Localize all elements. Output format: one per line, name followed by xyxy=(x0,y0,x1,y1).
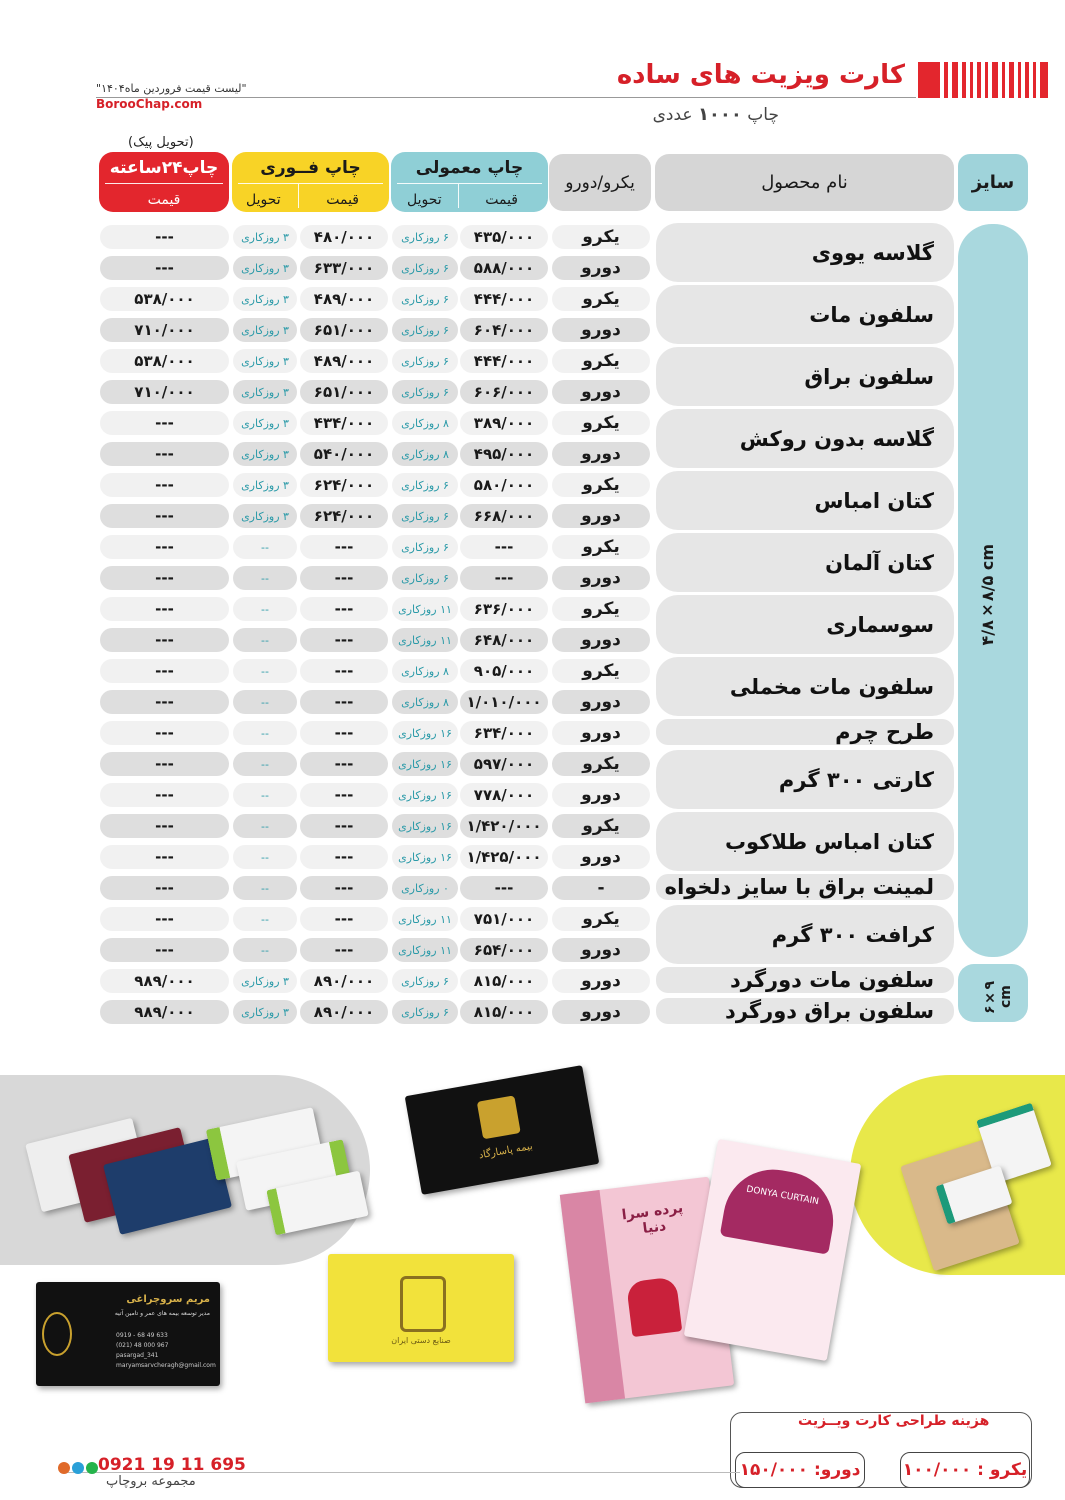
normal-price-cell: --- xyxy=(460,876,548,900)
fast-price-cell: --- xyxy=(300,566,388,590)
product-name: سلفون براق دورگرد xyxy=(656,998,954,1024)
fast-delivery-cell: -- xyxy=(233,721,297,745)
fast-price-cell: ۴۸۹/۰۰۰ xyxy=(300,287,388,311)
normal-delivery-cell: ۶ روزکاری xyxy=(392,256,458,280)
fast-delivery-label: تحویل xyxy=(246,192,281,208)
product-name: کتان امباس xyxy=(656,471,954,530)
h24-price-cell: --- xyxy=(100,473,229,497)
telegram-icon[interactable] xyxy=(72,1462,84,1474)
normal-delivery-cell: ۸ روزکاری xyxy=(392,690,458,714)
fast-price-cell: --- xyxy=(300,907,388,931)
fast-price-cell: ۶۵۱/۰۰۰ xyxy=(300,380,388,404)
header-24h-print xyxy=(99,152,229,212)
h24-price-cell: --- xyxy=(100,752,229,776)
whatsapp-icon[interactable] xyxy=(86,1462,98,1474)
side-cell: یکرو xyxy=(552,225,650,249)
h24-price-cell: --- xyxy=(100,938,229,962)
fast-price-cell: ۴۸۹/۰۰۰ xyxy=(300,349,388,373)
page-title: کارت ویزیت های ساده xyxy=(616,60,905,90)
h24-price-cell: --- xyxy=(100,411,229,435)
fast-delivery-cell: -- xyxy=(233,659,297,683)
fast-price-label: قیمت xyxy=(326,192,359,208)
design-double-price: دورو: ۱۵۰/۰۰۰ xyxy=(735,1452,865,1488)
fast-delivery-cell: ۳ روزکاری xyxy=(233,969,297,993)
normal-delivery-cell: ۶ روزکاری xyxy=(392,504,458,528)
black-card-label: بیمه پاسارگاد xyxy=(477,1141,534,1162)
h24-price-cell: --- xyxy=(100,690,229,714)
product-name: گلاسه یووی xyxy=(656,223,954,282)
product-name: سلفون مات دورگرد xyxy=(656,967,954,993)
product-name: کارتی ۳۰۰ گرم xyxy=(656,750,954,809)
side-cell: یکرو xyxy=(552,535,650,559)
h24-price-cell: --- xyxy=(100,535,229,559)
side-cell: دورو xyxy=(552,1000,650,1024)
fast-delivery-cell: ۳ روزکاری xyxy=(233,380,297,404)
fast-price-cell: --- xyxy=(300,628,388,652)
fast-delivery-cell: -- xyxy=(233,876,297,900)
h24-price-cell: --- xyxy=(100,783,229,807)
fast-delivery-cell: ۳ روزکاری xyxy=(233,504,297,528)
h24-price-cell: --- xyxy=(100,628,229,652)
normal-delivery-cell: ۶ روزکاری xyxy=(392,225,458,249)
fast-price-cell: ۸۹۰/۰۰۰ xyxy=(300,969,388,993)
side-cell: دورو xyxy=(552,845,650,869)
fast-price-cell: ۴۸۰/۰۰۰ xyxy=(300,225,388,249)
size-label-2: ۶×۹ cm xyxy=(982,980,1014,1014)
side-cell: یکرو xyxy=(552,752,650,776)
fast-price-cell: --- xyxy=(300,597,388,621)
h24-price-cell: --- xyxy=(100,814,229,838)
fast-print-title: چاپ فــوری xyxy=(260,158,361,178)
normal-price-cell: ۵۹۷/۰۰۰ xyxy=(460,752,548,776)
fast-delivery-cell: ۳ روزکاری xyxy=(233,287,297,311)
normal-delivery-cell: ۰ روزکاری xyxy=(392,876,458,900)
normal-delivery-cell: ۶ روزکاری xyxy=(392,535,458,559)
fast-delivery-cell: ۳ روزکاری xyxy=(233,349,297,373)
side-cell: یکرو xyxy=(552,411,650,435)
normal-delivery-cell: ۶ روزکاری xyxy=(392,1000,458,1024)
name-card-phone2: (021) 48 000 967 xyxy=(116,1342,169,1349)
side-cell: دورو xyxy=(552,690,650,714)
header-size: سایز xyxy=(958,154,1028,211)
normal-delivery-cell: ۱۱ روزکاری xyxy=(392,907,458,931)
product-name: کتان آلمان xyxy=(656,533,954,592)
header-product-name: نام محصول xyxy=(655,154,954,211)
fast-delivery-cell: -- xyxy=(233,566,297,590)
name-card-email: maryamsarvcheragh@gmail.com xyxy=(116,1362,216,1369)
header-fast-print xyxy=(232,152,389,212)
sample-card-black-gold xyxy=(405,1065,600,1195)
h24-price-cell: --- xyxy=(100,442,229,466)
fast-price-cell: ۶۳۳/۰۰۰ xyxy=(300,256,388,280)
side-cell: یکرو xyxy=(552,597,650,621)
normal-price-cell: ۴۴۴/۰۰۰ xyxy=(460,287,548,311)
normal-delivery-cell: ۸ روزکاری xyxy=(392,659,458,683)
fast-price-cell: --- xyxy=(300,721,388,745)
h24-price-cell: --- xyxy=(100,659,229,683)
header-side: یکرو/دورو xyxy=(549,154,651,211)
side-cell: یکرو xyxy=(552,473,650,497)
fast-delivery-cell: ۳ روزکاری xyxy=(233,473,297,497)
fast-delivery-cell: ۳ روزکاری xyxy=(233,411,297,435)
h24-price-cell: --- xyxy=(100,597,229,621)
product-name: سلفون براق xyxy=(656,347,954,406)
product-name: سوسماری xyxy=(656,595,954,654)
fast-price-cell: --- xyxy=(300,783,388,807)
normal-price-cell: ۷۷۸/۰۰۰ xyxy=(460,783,548,807)
page-subtitle: چاپ ۱۰۰۰ عددی xyxy=(652,104,779,125)
fast-price-cell: ۴۳۴/۰۰۰ xyxy=(300,411,388,435)
normal-price-label: قیمت xyxy=(485,192,518,208)
product-name: طرح چرم xyxy=(656,719,954,745)
pricelist-note: "لیست قیمت فروردین ماه۱۴۰۴" xyxy=(96,82,247,95)
product-name: لمینت براق با سایز دلخواه xyxy=(656,874,954,900)
normal-delivery-cell: ۱۶ روزکاری xyxy=(392,845,458,869)
normal-price-cell: ۹۰۵/۰۰۰ xyxy=(460,659,548,683)
normal-delivery-cell: ۶ روزکاری xyxy=(392,566,458,590)
side-cell: دورو xyxy=(552,628,650,652)
name-card-sun-icon xyxy=(42,1312,72,1356)
h24-price-cell: --- xyxy=(100,504,229,528)
fast-delivery-cell: -- xyxy=(233,535,297,559)
normal-delivery-cell: ۱۱ روزکاری xyxy=(392,938,458,962)
fast-price-cell: --- xyxy=(300,814,388,838)
normal-price-cell: ۴۳۵/۰۰۰ xyxy=(460,225,548,249)
normal-price-cell: --- xyxy=(460,566,548,590)
side-cell: دورو xyxy=(552,969,650,993)
normal-price-cell: ۱/۴۲۰/۰۰۰ xyxy=(460,814,548,838)
fast-delivery-cell: ۳ روزکاری xyxy=(233,225,297,249)
header-stripes xyxy=(918,62,1058,98)
fast-price-cell: --- xyxy=(300,845,388,869)
fast-price-cell: --- xyxy=(300,535,388,559)
side-cell: دورو xyxy=(552,504,650,528)
normal-delivery-cell: ۶ روزکاری xyxy=(392,287,458,311)
side-cell: دورو xyxy=(552,442,650,466)
normal-price-cell: ۳۸۹/۰۰۰ xyxy=(460,411,548,435)
name-card-phone1: 0919 - 68 49 633 xyxy=(116,1332,168,1339)
header-divider xyxy=(96,97,916,98)
h24-price-cell: --- xyxy=(100,566,229,590)
h24-price-label: قیمت xyxy=(147,192,181,208)
sample-card-curtain-2 xyxy=(684,1139,862,1361)
normal-delivery-cell: ۶ روزکاری xyxy=(392,969,458,993)
normal-price-cell: ۶۰۴/۰۰۰ xyxy=(460,318,548,342)
name-card-name: مریم سروچراغی xyxy=(126,1294,210,1305)
fast-delivery-cell: -- xyxy=(233,845,297,869)
h24-price-cell: ۹۸۹/۰۰۰ xyxy=(100,969,229,993)
h24-price-cell: ۵۳۸/۰۰۰ xyxy=(100,287,229,311)
normal-price-cell: --- xyxy=(460,535,548,559)
fast-price-cell: ۶۲۴/۰۰۰ xyxy=(300,504,388,528)
h24-price-cell: --- xyxy=(100,225,229,249)
normal-delivery-cell: ۶ روزکاری xyxy=(392,318,458,342)
curtain-drape xyxy=(560,1190,625,1403)
side-cell: دورو xyxy=(552,318,650,342)
side-cell: دورو xyxy=(552,938,650,962)
normal-delivery-cell: ۱۶ روزکاری xyxy=(392,814,458,838)
delivery-note: (تحویل پیک) xyxy=(128,135,194,150)
normal-delivery-cell: ۱۱ روزکاری xyxy=(392,597,458,621)
normal-price-cell: ۵۸۰/۰۰۰ xyxy=(460,473,548,497)
h24-price-cell: --- xyxy=(100,907,229,931)
normal-delivery-cell: ۸ روزکاری xyxy=(392,411,458,435)
normal-price-cell: ۶۵۴/۰۰۰ xyxy=(460,938,548,962)
instagram-icon[interactable] xyxy=(58,1462,70,1474)
normal-price-cell: ۸۱۵/۰۰۰ xyxy=(460,969,548,993)
fast-delivery-cell: ۳ روزکاری xyxy=(233,442,297,466)
normal-delivery-cell: ۱۶ روزکاری xyxy=(392,721,458,745)
fast-delivery-cell: -- xyxy=(233,783,297,807)
fast-price-cell: --- xyxy=(300,690,388,714)
product-name: گلاسه بدون روکش xyxy=(656,409,954,468)
normal-price-cell: ۶۶۸/۰۰۰ xyxy=(460,504,548,528)
normal-delivery-cell: ۸ روزکاری xyxy=(392,442,458,466)
normal-delivery-cell: ۱۱ روزکاری xyxy=(392,628,458,652)
design-single-price: یکرو : ۱۰۰/۰۰۰ xyxy=(900,1452,1030,1488)
product-name: کرافت ۳۰۰ گرم xyxy=(656,905,954,964)
normal-delivery-cell: ۱۶ روزکاری xyxy=(392,752,458,776)
design-cost-title: هزینه طراحی کارت ویــزیت xyxy=(790,1413,997,1429)
side-cell: یکرو xyxy=(552,659,650,683)
fast-price-cell: ۵۴۰/۰۰۰ xyxy=(300,442,388,466)
fast-delivery-cell: -- xyxy=(233,752,297,776)
normal-price-cell: ۸۱۵/۰۰۰ xyxy=(460,1000,548,1024)
fast-price-cell: ۶۵۱/۰۰۰ xyxy=(300,318,388,342)
normal-price-cell: ۶۳۴/۰۰۰ xyxy=(460,721,548,745)
fast-delivery-cell: -- xyxy=(233,597,297,621)
side-cell: یکرو xyxy=(552,287,650,311)
h24-price-cell: --- xyxy=(100,876,229,900)
curtain-card-brand: DONYA CURTAIN xyxy=(745,1184,820,1208)
fast-price-cell: --- xyxy=(300,938,388,962)
fast-delivery-cell: -- xyxy=(233,628,297,652)
h24-price-cell: ۹۸۹/۰۰۰ xyxy=(100,1000,229,1024)
sample-card-name xyxy=(36,1282,220,1386)
name-card-handle: pasargad_341 xyxy=(116,1352,159,1359)
product-name: سلفون مات مخملی xyxy=(656,657,954,716)
sample-card-yellow xyxy=(328,1254,514,1362)
side-cell: یکرو xyxy=(552,907,650,931)
normal-print-title: چاپ معمولی xyxy=(415,158,524,178)
website-link[interactable]: BorooChap.com xyxy=(96,97,203,111)
curtain-card-title: پرده سرا دنیا xyxy=(620,1200,685,1237)
side-cell: دورو xyxy=(552,783,650,807)
fast-price-cell: --- xyxy=(300,659,388,683)
size-column-2 xyxy=(958,964,1028,1022)
normal-delivery-cell: ۶ روزکاری xyxy=(392,380,458,404)
normal-price-cell: ۴۹۵/۰۰۰ xyxy=(460,442,548,466)
side-cell: دورو xyxy=(552,380,650,404)
header-normal-print xyxy=(391,152,548,212)
fast-delivery-cell: ۳ روزکاری xyxy=(233,1000,297,1024)
side-cell: یکرو xyxy=(552,814,650,838)
h24-price-cell: ۵۳۸/۰۰۰ xyxy=(100,349,229,373)
brand-name: مجموعه بروچاپ xyxy=(106,1474,196,1489)
side-cell: دورو xyxy=(552,721,650,745)
side-cell: - xyxy=(552,876,650,900)
normal-delivery-cell: ۶ روزکاری xyxy=(392,473,458,497)
fast-price-cell: --- xyxy=(300,752,388,776)
fast-price-cell: ۶۲۴/۰۰۰ xyxy=(300,473,388,497)
normal-price-cell: ۱/۰۱۰/۰۰۰ xyxy=(460,690,548,714)
h24-price-cell: ۷۱۰/۰۰۰ xyxy=(100,380,229,404)
product-name: سلفون مات xyxy=(656,285,954,344)
h24-print-title: چاپ۲۴ساعته xyxy=(109,158,219,178)
fast-delivery-cell: ۳ روزکاری xyxy=(233,256,297,280)
h24-price-cell: ۷۱۰/۰۰۰ xyxy=(100,318,229,342)
normal-delivery-cell: ۱۶ روزکاری xyxy=(392,783,458,807)
h24-price-cell: --- xyxy=(100,845,229,869)
fast-delivery-cell: -- xyxy=(233,907,297,931)
fast-price-cell: ۸۹۰/۰۰۰ xyxy=(300,1000,388,1024)
normal-price-cell: ۱/۴۲۵/۰۰۰ xyxy=(460,845,548,869)
yellow-card-logo-icon xyxy=(400,1276,446,1332)
fast-delivery-cell: -- xyxy=(233,690,297,714)
normal-price-cell: ۴۴۴/۰۰۰ xyxy=(460,349,548,373)
side-cell: یکرو xyxy=(552,349,650,373)
gold-logo-icon xyxy=(477,1095,521,1139)
fast-delivery-cell: ۳ روزکاری xyxy=(233,318,297,342)
h24-price-cell: --- xyxy=(100,256,229,280)
product-name: کتان امباس طلاکوب xyxy=(656,812,954,871)
chair-icon xyxy=(626,1276,682,1337)
contact-phone[interactable]: 0921 19 11 695 xyxy=(98,1455,246,1475)
normal-delivery-cell: ۶ روزکاری xyxy=(392,349,458,373)
size-column-1 xyxy=(958,224,1028,957)
normal-delivery-label: تحویل xyxy=(407,192,442,208)
fast-delivery-cell: -- xyxy=(233,814,297,838)
normal-price-cell: ۶۰۶/۰۰۰ xyxy=(460,380,548,404)
side-cell: دورو xyxy=(552,566,650,590)
name-card-title: مدیر توسعه بیمه های عمر و تامین آتیه xyxy=(114,1310,210,1317)
fast-price-cell: --- xyxy=(300,876,388,900)
yellow-card-text: صنایع دستی ایران xyxy=(391,1336,451,1345)
side-cell: دورو xyxy=(552,256,650,280)
fast-delivery-cell: -- xyxy=(233,938,297,962)
h24-price-cell: --- xyxy=(100,721,229,745)
normal-price-cell: ۷۵۱/۰۰۰ xyxy=(460,907,548,931)
normal-price-cell: ۶۳۶/۰۰۰ xyxy=(460,597,548,621)
size-label-1: ۴/۸×۸/۵ cm xyxy=(978,544,997,646)
normal-price-cell: ۶۴۸/۰۰۰ xyxy=(460,628,548,652)
normal-price-cell: ۵۸۸/۰۰۰ xyxy=(460,256,548,280)
